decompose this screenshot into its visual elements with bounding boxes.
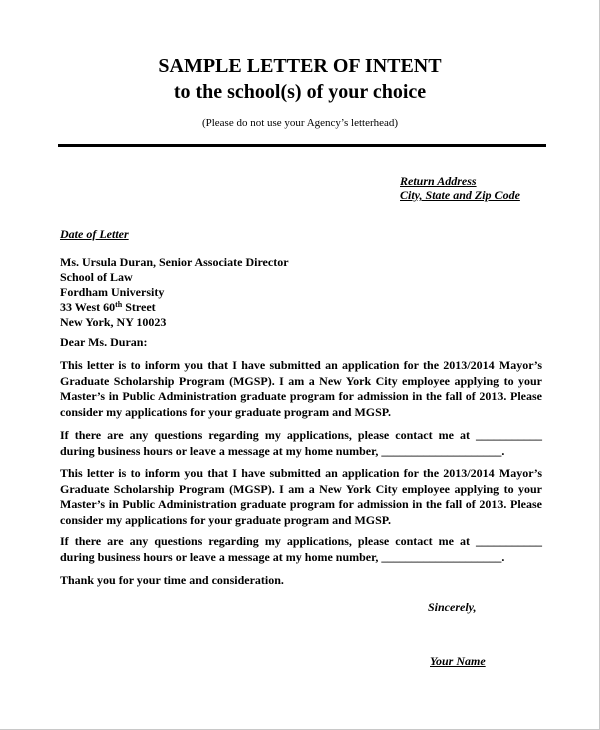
closing-name: Your Name [430,654,486,668]
recipient-street [60,300,289,315]
paragraph-contact-1 [60,428,542,459]
paragraph-line: If there are any questions regarding my applications, please contact me at ___________ [60,534,542,548]
letterhead-note: (Please do not use your Agency’s letterhead) [201,117,399,129]
recipient-name: Ms. Ursula Duran, Senior Associate Director [60,255,289,269]
divider-rule [58,144,546,147]
paragraph-contact-2 [60,534,542,565]
return-address-line2: City, State and Zip Code [400,188,520,202]
recipient-city: New York, NY 10023 [60,315,167,329]
paragraph-line: This letter is to inform you that I have submitted an application for the 2013/2014 Mayor’s [60,358,542,372]
recipient-school: School of Law [60,270,133,284]
return-address [400,174,520,202]
street-ordinal: th [115,300,123,309]
recipient-university: Fordham University [60,285,165,299]
paragraph-line: Graduate Scholarship Program (MGSP). I am a New York City employee applying to your [60,373,542,388]
paragraph-intro-2 [60,466,542,528]
recipient-address [60,255,289,330]
paragraph-line: during business hours or leave a message at my home number, ____________________. [60,443,505,458]
page-subtitle: to the school(s) of your choice [173,81,427,103]
closing-sincerely: Sincerely, [428,600,477,614]
paragraph-line: Master’s in Public Administration graduate program for admission in the fall of 2013. Please [60,497,542,511]
salutation: Dear Ms. Duran: [60,335,148,349]
page-title: SAMPLE LETTER OF INTENT [158,55,442,77]
paragraph-line: during business hours or leave a message at my home number, ____________________. [60,549,505,564]
paragraph-line: This letter is to inform you that I have submitted an application for the 2013/2014 Mayor’s [60,466,542,480]
street-number: 33 West 60 [60,300,116,314]
thanks-line: Thank you for your time and consideration. [60,573,284,587]
paragraph-line: If there are any questions regarding my applications, please contact me at ___________ [60,428,542,442]
paragraph-line: Graduate Scholarship Program (MGSP). I am a New York City employee applying to your [60,481,542,496]
paragraph-line: Master’s in Public Administration graduate program for admission in the fall of 2013. Please [60,389,542,403]
paragraph-line: consider my applications for your graduate program and MGSP. [60,404,392,419]
paragraph-line: consider my applications for your graduate program and MGSP. [60,512,392,527]
return-address-line1: Return Address [400,174,477,188]
street-name: Street [122,300,156,314]
date-of-letter: Date of Letter [60,227,129,241]
paragraph-intro-1 [60,358,542,420]
